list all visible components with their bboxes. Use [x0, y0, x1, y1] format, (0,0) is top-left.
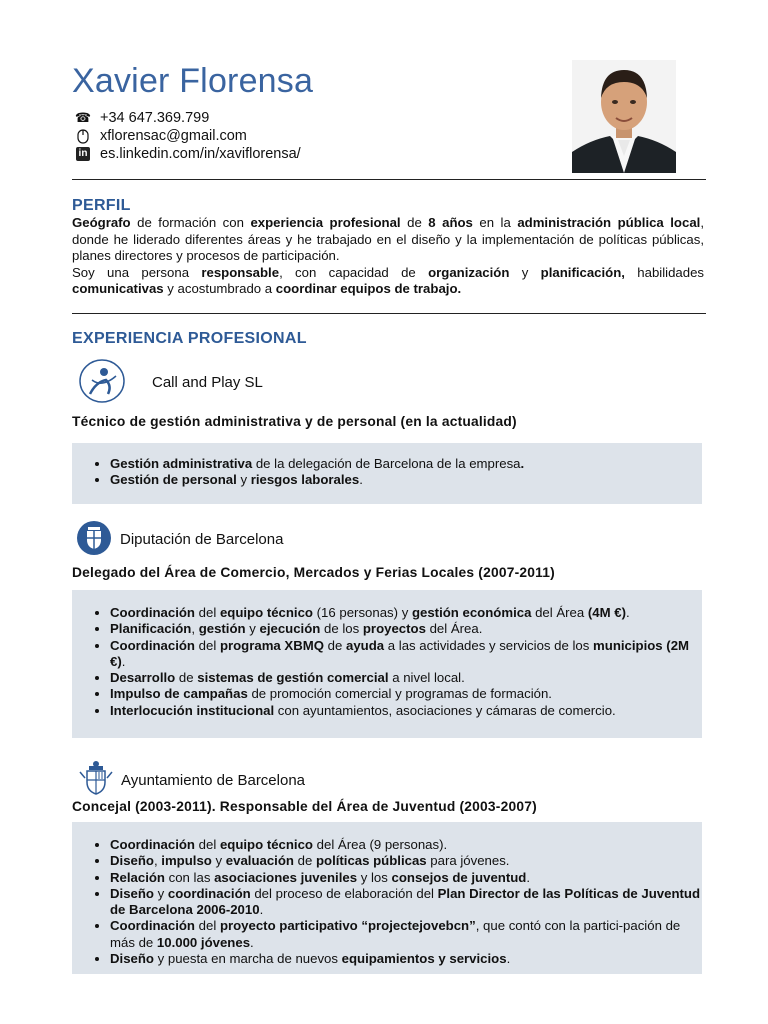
perfil-paragraph-1	[72, 215, 704, 265]
bold-text: municipios (2M €)	[110, 637, 690, 669]
text: del	[195, 605, 220, 620]
bold-text: proyecto participativo “projectejovebcn”	[219, 918, 476, 934]
bold-text: Gestión administrativa	[110, 456, 253, 471]
text: del Área (9 personas).	[313, 837, 448, 852]
bold-text: equipamientos y servicios	[341, 951, 507, 967]
text: de	[175, 670, 198, 686]
bold-text: responsable	[201, 264, 280, 280]
bold-text: comunicativas	[72, 281, 164, 296]
text: y	[153, 885, 168, 901]
text: y puesta en marcha de nuevos	[153, 951, 342, 967]
perfil-text	[72, 215, 704, 298]
bold-text: ejecución	[259, 621, 321, 637]
text: y	[211, 853, 226, 869]
text: , que contó con la partici-pación de más de	[110, 918, 681, 950]
duty-item	[110, 951, 702, 967]
duty-item	[110, 638, 702, 671]
text: y acostumbrado a	[163, 281, 276, 296]
bold-text: evaluación	[225, 853, 294, 869]
text: ,	[153, 853, 162, 869]
duty-item	[110, 870, 702, 886]
text: de los	[320, 621, 363, 637]
bold-text: proyectos	[362, 621, 426, 637]
job-duties-box	[72, 443, 702, 504]
email-line[interactable]	[74, 128, 247, 144]
bold-text: Diseño	[110, 853, 154, 869]
text: .	[625, 605, 630, 620]
company-name: Call and Play SL	[152, 374, 263, 391]
bold-text: riesgos laborales	[250, 472, 360, 488]
text: de la delegación de Barcelona de la empresa	[252, 456, 521, 471]
bold-text: Diseño	[110, 951, 154, 967]
duty-item	[110, 853, 702, 869]
job-role: Técnico de gestión administrativa y de personal (en la actualidad)	[72, 414, 517, 429]
bold-text: equipo técnico	[219, 837, 313, 852]
text: de	[293, 853, 316, 869]
bold-text: Coordinación	[110, 837, 195, 852]
text: , con capacidad de	[279, 264, 429, 280]
text: y	[236, 472, 251, 488]
duty-item	[110, 605, 702, 621]
bold-text: sistemas de gestión comercial	[197, 670, 389, 686]
perfil-paragraph-2	[72, 265, 704, 298]
text: de formación con	[130, 215, 251, 230]
text: del proceso de elaboración del	[250, 885, 438, 901]
profile-photo	[572, 60, 676, 173]
divider	[72, 179, 706, 180]
text: del	[195, 918, 220, 934]
bold-text: Coordinación	[110, 605, 195, 620]
bold-text: Impulso de campañas	[110, 686, 248, 702]
text: habilidades	[624, 264, 704, 280]
text: Soy una persona	[72, 264, 202, 280]
linkedin-url[interactable]: es.linkedin.com/in/xaviflorensa/	[100, 146, 301, 162]
bold-text: Coordinación	[110, 918, 195, 934]
duties-list	[72, 837, 702, 967]
section-title-experiencia: EXPERIENCIA PROFESIONAL	[72, 330, 307, 347]
mouse-icon	[74, 128, 92, 144]
text: con ayuntamientos, asociaciones y cámaras de comercio.	[274, 702, 616, 718]
text: .	[121, 653, 126, 669]
bold-text: Diseño	[110, 885, 154, 901]
linkedin-icon: in	[74, 146, 92, 162]
duty-item	[110, 456, 702, 472]
company-name: Diputación de Barcelona	[120, 531, 284, 548]
duty-item	[110, 703, 702, 719]
text: en la	[472, 215, 518, 230]
text: para jóvenes.	[426, 853, 510, 869]
bold-text: asociaciones juveniles	[214, 869, 358, 885]
linkedin-line[interactable]	[74, 146, 301, 162]
bold-text: 8 años	[428, 215, 473, 230]
bold-text: Relación	[110, 869, 165, 885]
text: del	[195, 837, 220, 852]
text: .	[526, 869, 531, 885]
duty-item	[110, 837, 702, 853]
bold-text: .	[520, 456, 525, 471]
bold-text: administración pública local	[517, 215, 701, 230]
bold-text: impulso	[161, 853, 212, 869]
text: .	[250, 934, 254, 950]
text: de promoción comercial y programas de formación.	[247, 686, 552, 702]
duty-item	[110, 886, 702, 919]
email-address[interactable]: xflorensac@gmail.com	[100, 128, 247, 144]
section-title-perfil: PERFIL	[72, 197, 131, 214]
bold-text: Desarrollo	[110, 670, 176, 686]
text: .	[359, 472, 363, 488]
bold-text: Gestión de personal	[110, 472, 237, 488]
call-and-play-logo	[78, 358, 126, 404]
bold-text: coordinación	[167, 885, 251, 901]
text: de	[324, 637, 346, 653]
duty-item	[110, 472, 702, 488]
bold-text: consejos de juventud	[391, 869, 527, 885]
phone-number: +34 647.369.799	[100, 110, 210, 126]
text: de	[400, 215, 429, 230]
text: y los	[357, 869, 392, 885]
duties-list	[72, 456, 702, 489]
bold-text: 10.000 jóvenes	[156, 934, 251, 950]
bold-text: coordinar equipos de trabajo.	[275, 281, 462, 296]
bold-text: equipo técnico	[219, 605, 313, 620]
bold-text: experiencia profesional	[250, 215, 401, 230]
phone-line	[74, 110, 209, 126]
text: (16 personas) y	[313, 605, 412, 620]
text: y	[245, 621, 260, 637]
ayuntamiento-logo	[76, 758, 116, 798]
phone-icon: ☎	[74, 110, 92, 125]
duty-item	[110, 670, 702, 686]
diputacion-logo	[76, 520, 112, 556]
bold-text: gestión	[198, 621, 246, 637]
job-role: Concejal (2003-2011). Responsable del Área de Juventud (2003-2007)	[72, 799, 537, 814]
bold-text: políticas públicas	[315, 853, 427, 869]
company-name: Ayuntamiento de Barcelona	[121, 772, 306, 789]
bold-text: planificación,	[540, 264, 625, 280]
bold-text: programa XBMQ	[219, 637, 324, 653]
bold-text: gestión económica	[411, 605, 532, 620]
duty-item	[110, 621, 702, 637]
text: a nivel local.	[388, 670, 465, 686]
job-duties-box	[72, 590, 702, 738]
bold-text: ayuda	[346, 637, 385, 653]
text: .	[506, 951, 511, 967]
duty-item	[110, 918, 702, 951]
job-duties-box	[72, 822, 702, 974]
divider	[72, 313, 706, 314]
text: y	[509, 264, 541, 280]
text: ,	[191, 621, 199, 637]
duties-list	[72, 605, 702, 719]
text: del	[195, 637, 220, 653]
bold-text: Interlocución institucional	[110, 702, 275, 718]
bold-text: (4M €)	[587, 605, 626, 620]
text: a las actividades y servicios de los	[384, 637, 594, 653]
bold-text: Planificación	[110, 621, 192, 637]
bold-text: Coordinación	[110, 637, 195, 653]
bold-text: organización	[428, 264, 510, 280]
duty-item	[110, 686, 702, 702]
text: , donde he liderado diferentes áreas y he trabajado en el diseño y la implementación de políticas públicas, planes directores y procesos de participación.	[72, 215, 704, 263]
text: del Área.	[425, 621, 483, 637]
bold-text: Geógrafo	[72, 215, 131, 230]
text: con las	[164, 869, 215, 885]
job-role: Delegado del Área de Comercio, Mercados y Ferias Locales (2007-2011)	[72, 565, 555, 580]
candidate-name: Xavier Florensa	[72, 62, 314, 100]
text: del Área	[531, 605, 588, 620]
bold-text: Plan Director de las Políticas de Juventud de Barcelona 2006-2010	[110, 885, 701, 918]
text: .	[259, 902, 264, 918]
